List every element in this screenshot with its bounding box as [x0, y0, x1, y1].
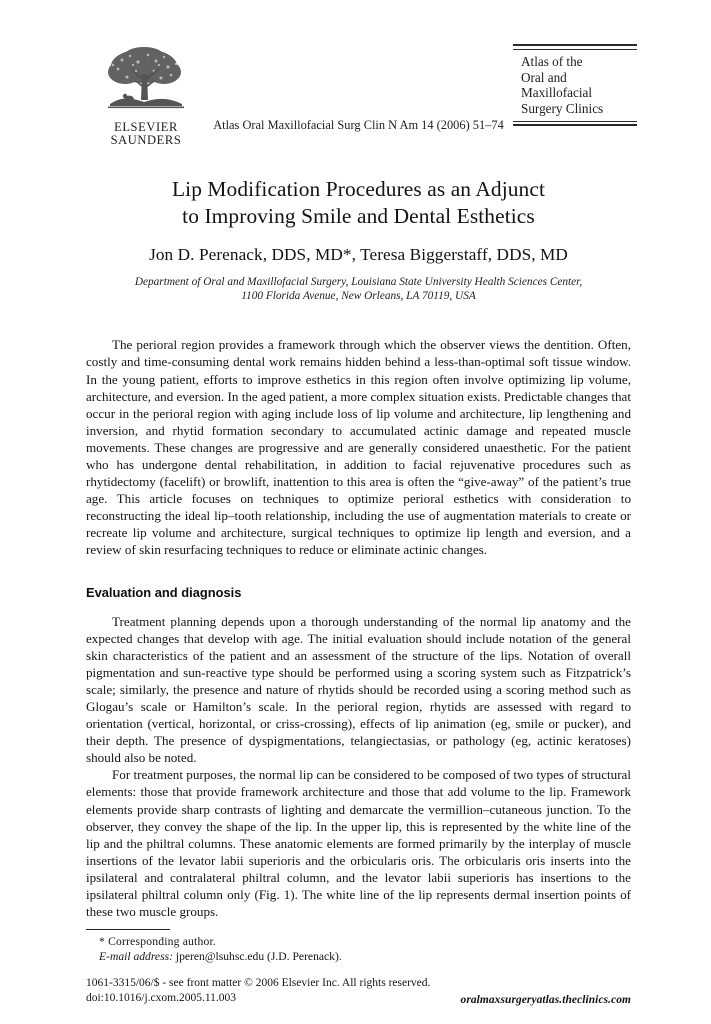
section-paragraph: For treatment purposes, the normal lip can be considered to be composed of two types of structural elements: those that provide framework architecture and those that add volume to the lip. Framework elements provide sharp contrasts of lighting and demarcate the vermillion–cutaneous junction. To the observer, they convey the shape of the lip. In the upper lip, this is represented by the white line of the lip and the philtral columns. These anatomic elements are formed primarily by the interplay of muscle insertions of the levator labii superioris and the orbicularis oris. The orbicularis oris inserts into the ipsilateral and contralateral philtral column, and the levator labii superioris has insertions to the ipsilateral philtral column only (Fig. 1). The white line of the lip represents dermal insertion points of these two muscle groups. [86, 767, 631, 919]
section-heading: Evaluation and diagnosis [86, 585, 242, 601]
section-paragraph: Treatment planning depends upon a thorough understanding of the normal lip anatomy and the expected changes that develop with age. The initial evaluation should include notation of the general skin characteristics of the patient and an assessment of the structure of the lips. Notation of overall pigmentation and sun-reactive type should be performed using a scoring system such as Fitzpatrick’s scale; similarly, the presence and nature of rhytids should be recorded using a scoring method such as Glogau’s scale or Hamilton’s scale. In the perioral region, rhytids are assessed with regard to orientation (vertical, horizontal, or criss-crossing), effects of lip animation (eg, smile or pucker), and their depth. The presence of dyspigmentations, telangiectasias, or pathology (eg, actinic keratoses) should also be noted. [86, 614, 631, 766]
doi-line: doi:10.1016/j.cxom.2005.11.003 [86, 991, 237, 1004]
copyright-line: 1061-3315/06/$ - see front matter © 2006 Elsevier Inc. All rights reserved. [86, 977, 431, 989]
publisher-name-saunders: SAUNDERS [110, 132, 182, 147]
running-head: Atlas Oral Maxillofacial Surg Clin N Am 14 (2006) 51–74 [213, 118, 504, 132]
journal-website: oralmaxsurgeryatlas.theclinics.com [460, 994, 631, 1006]
abstract [86, 336, 631, 558]
affiliation [86, 275, 631, 303]
author-list: Jon D. Perenack, DDS, MD*, Teresa Biggerstaff, DDS, MD [149, 245, 568, 264]
journal-title-box [513, 44, 637, 126]
title-line-1: Lip Modification Procedures as an Adjunct [171, 177, 545, 201]
page-footer [86, 929, 631, 1006]
footnote-email-value: jperen@lsuhsc.edu (J.D. Perenack). [175, 949, 342, 963]
masthead [86, 44, 631, 148]
footnote-email [86, 949, 631, 964]
section-evaluation-and-diagnosis [86, 585, 631, 920]
footnote-corresponding-author: * Corresponding author. [99, 934, 216, 948]
elsevier-tree-icon [98, 46, 194, 120]
abstract-paragraph: The perioral region provides a framework through which the observer views the dentition. Often, costly and time-consuming dental work remains hidden behind a less-than-optimal soft tissue window. In the young patient, efforts to improve esthetics in this region often involve optimizing lip volume, architecture, and eversion. In the aged patient, a more complex situation exists. Predictable changes that occur in the perioral region with aging include loss of lip volume and architecture, lip lengthening and inversion, and rhytid formation secondary to accumulated actinic damage and repeated muscle movements. These changes are progressive and are generally considered unaesthetic. For the patient who has undergone dental rehabilitation, in addition to facial rejuvenative procedures such as rhytidectomy (facelift) or browlift, inattention to this area is often the “give-away” of the patient’s true age. This article focuses on techniques to optimize perioral esthetics with consideration to reconstructing the ideal lip–tooth relationship, including the use of augmentation materials to create or recreate lip volume and architecture, surgical techniques to optimize lip length and eversion, and a review of skin resurfacing techniques to reduce or eliminate actinic changes. [86, 337, 631, 557]
affiliation-line-2: 1100 Florida Avenue, New Orleans, LA 70119, USA [241, 290, 476, 303]
footnote-email-label: E-mail address: [99, 949, 173, 963]
journal-title-line-4: Surgery Clinics [521, 100, 604, 116]
imprint-block [86, 976, 631, 1006]
journal-title-line-3: Maxillofacial [521, 85, 593, 101]
journal-title-line-1: Atlas of the [521, 54, 583, 69]
title-block [86, 176, 631, 303]
journal-title-line-2: Oral and [521, 69, 567, 85]
footnote-rule [86, 929, 170, 930]
publisher-name-elsevier: ELSEVIER [114, 120, 178, 134]
page-title [86, 176, 631, 230]
title-line-2: to Improving Smile and Dental Esthetics [182, 204, 535, 228]
affiliation-line-1: Department of Oral and Maxillofacial Surgery, Louisiana State University Health Sciences Center, [134, 276, 583, 288]
